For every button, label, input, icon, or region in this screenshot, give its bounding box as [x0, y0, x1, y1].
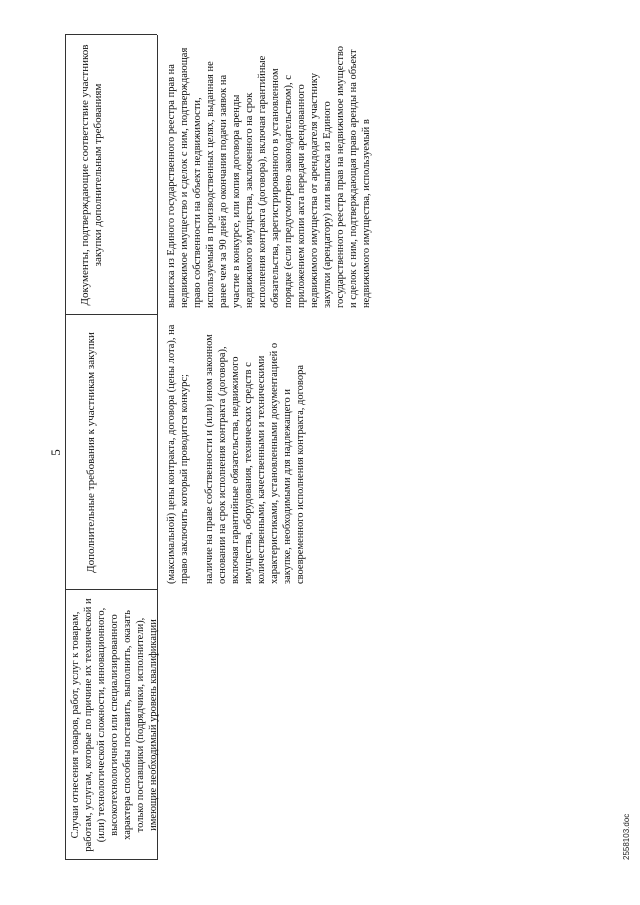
- case-description-cell: Случаи отнесения товаров, работ, услуг к товарам, работам, услугам, которые по причине их технической и (или) технологической сложности, инновационного, высокотехнологичного или специализированного характера способны поставить, выполнить, оказать только поставщики (подрядчики, исполнители), имеющие необходимый уровень квалификации: [70, 598, 159, 852]
- documents-paragraph: выписка из Единого государственного реестра прав на недвижимое имущество и сделок с ним, подтверждающая право собственности на объект недвижимости, используемый в производственных целях, выданная не ранее чем за 90 дней до окончания подачи заявок на участие в конкурсе, или копия договора аренды недвижимого имущества, заключенного на срок исполнения контракта (договора), включая гарантийные обязательства, зарегистрированного в установленном порядке (если предусмотрено законодательством), с приложением копии акта передачи арендованного недвижимого имущества от арендодателя участнику закупки (арендатору) или выписка из Единого государственного реестра прав на недвижимое имущество и сделок с ним, подтверждающая право аренды на объект недвижимого имущества, используемый в: [166, 45, 372, 308]
- table-right-border: [65, 34, 157, 35]
- requirements-paragraph-1: (максимальной) цены контракта, договора (цены лота), на право заключить который проводится конкурс;: [166, 324, 190, 584]
- table-top-border: [65, 35, 66, 860]
- requirements-paragraph-2: наличие на праве собственности и (или) ином законном основании на срок исполнения контракта (договора), включая гарантийные обязательства, недвижимого имущества, оборудования, технических средств с количественными, качественными и техническими характеристиками, установленными документацией о закупке, необходимыми для надлежащего и своевременного исполнения контракта, договора: [204, 334, 306, 584]
- table-column-divider-1: [65, 589, 157, 590]
- documents-cell: [165, 42, 373, 308]
- requirements-cell: [165, 322, 319, 584]
- file-reference: 2558103.doc: [622, 813, 631, 860]
- page-number: 5: [48, 449, 63, 456]
- table-left-border: [65, 859, 157, 860]
- table-column-divider-2: [65, 314, 157, 315]
- documents-header: Документы, подтверждающие соответствие участников закупки дополнительным требованиям: [79, 44, 104, 306]
- requirements-header: Дополнительные требования к участникам закупки: [85, 332, 97, 573]
- table: [65, 35, 620, 860]
